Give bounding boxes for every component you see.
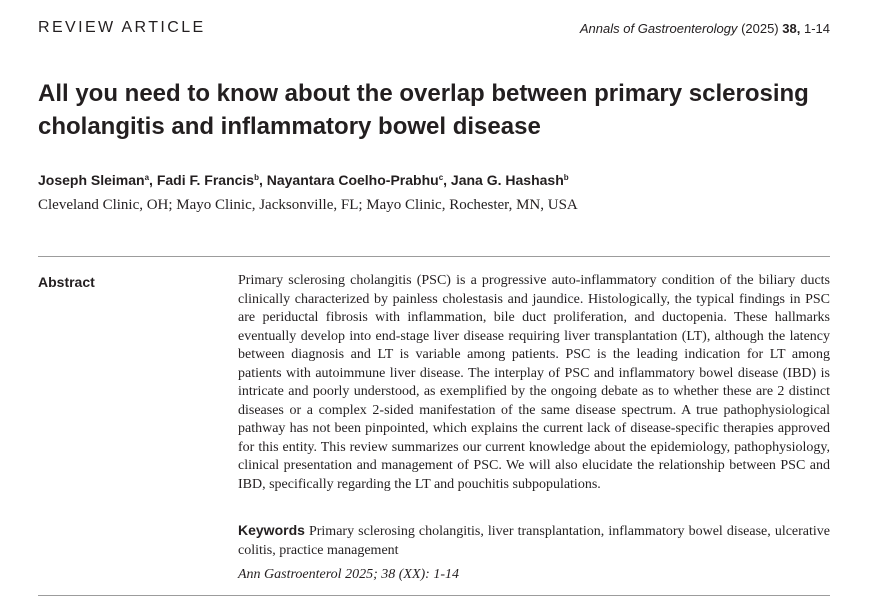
author-name: Fadi F. Francis (156, 172, 255, 188)
journal-year: (2025) (741, 21, 779, 36)
author-affiliation-mark: b (254, 173, 259, 182)
article-title: All you need to know about the overlap between primary sclerosing cholangitis and inflammatory bowel disease (38, 80, 809, 140)
author-affiliation-mark: c (438, 173, 444, 182)
section-divider (38, 256, 830, 257)
author-affiliation-mark: a (144, 173, 150, 182)
journal-reference (580, 21, 830, 36)
author-list (38, 172, 569, 188)
author (267, 172, 451, 188)
author (157, 172, 267, 188)
citation: Ann Gastroenterol 2025; 38 (XX): 1-14 (238, 567, 459, 582)
author-separator: , (149, 172, 157, 188)
author-name: Joseph Sleiman (38, 172, 145, 188)
author-separator: , (443, 172, 451, 188)
keywords-label: Keywords (238, 522, 305, 538)
author-name: Nayantara Coelho-Prabhu (266, 172, 439, 188)
section-divider-bottom (38, 595, 830, 596)
author-name: Jana G. Hashash (450, 172, 564, 188)
abstract-body: Primary sclerosing cholangitis (PSC) is a progressive auto-inflammatory condition of the biliary ducts clinically characterized by painless cholestasis and jaundice. Histologically, the typical findings in PSC are periductal fibrosis with inflammation, bile duct proliferation, and ductopenia. These hallmarks eventually develop into end-stage liver disease requiring liver transplantation (LT), although the latency between diagnosis and LT is variable among patients. PSC is the leading indication for LT among patients with autoimmune liver disease. The interplay of PSC and inflammatory bowel disease (IBD) is intricate and poorly understood, as exemplified by the ongoing debate as to whether these are 2 distinct diseases or a complex 2-sided manifestation of the same disease spectrum. A true pathophysiological pathway has not been pinpointed, which explains the current lack of disease-specific therapies approved for this entity. This review summarizes our current knowledge about the epidemiology, pathophysiology, clinical presentation and management of PSC. We will also elucidate the relationship between PSC and IBD, specifically regarding the LT and pouchitis subpopulations. (238, 273, 830, 492)
affiliations: Cleveland Clinic, OH; Mayo Clinic, Jacksonville, FL; Mayo Clinic, Rochester, MN, USA (38, 197, 578, 213)
journal-volume: 38, (782, 21, 801, 36)
article-type: REVIEW ARTICLE (38, 19, 206, 36)
author-affiliation-mark: b (563, 173, 569, 182)
journal-name: Annals of Gastroenterology (579, 21, 738, 36)
journal-pages: 1-14 (803, 21, 830, 36)
keywords (238, 521, 830, 560)
keywords-text: Primary sclerosing cholangitis, liver transplantation, inflammatory bowel disease, ulcerative colitis, practice management (238, 524, 831, 558)
author (451, 172, 569, 188)
abstract-heading: Abstract (38, 274, 95, 290)
author-separator: , (258, 172, 267, 188)
author (38, 172, 157, 188)
